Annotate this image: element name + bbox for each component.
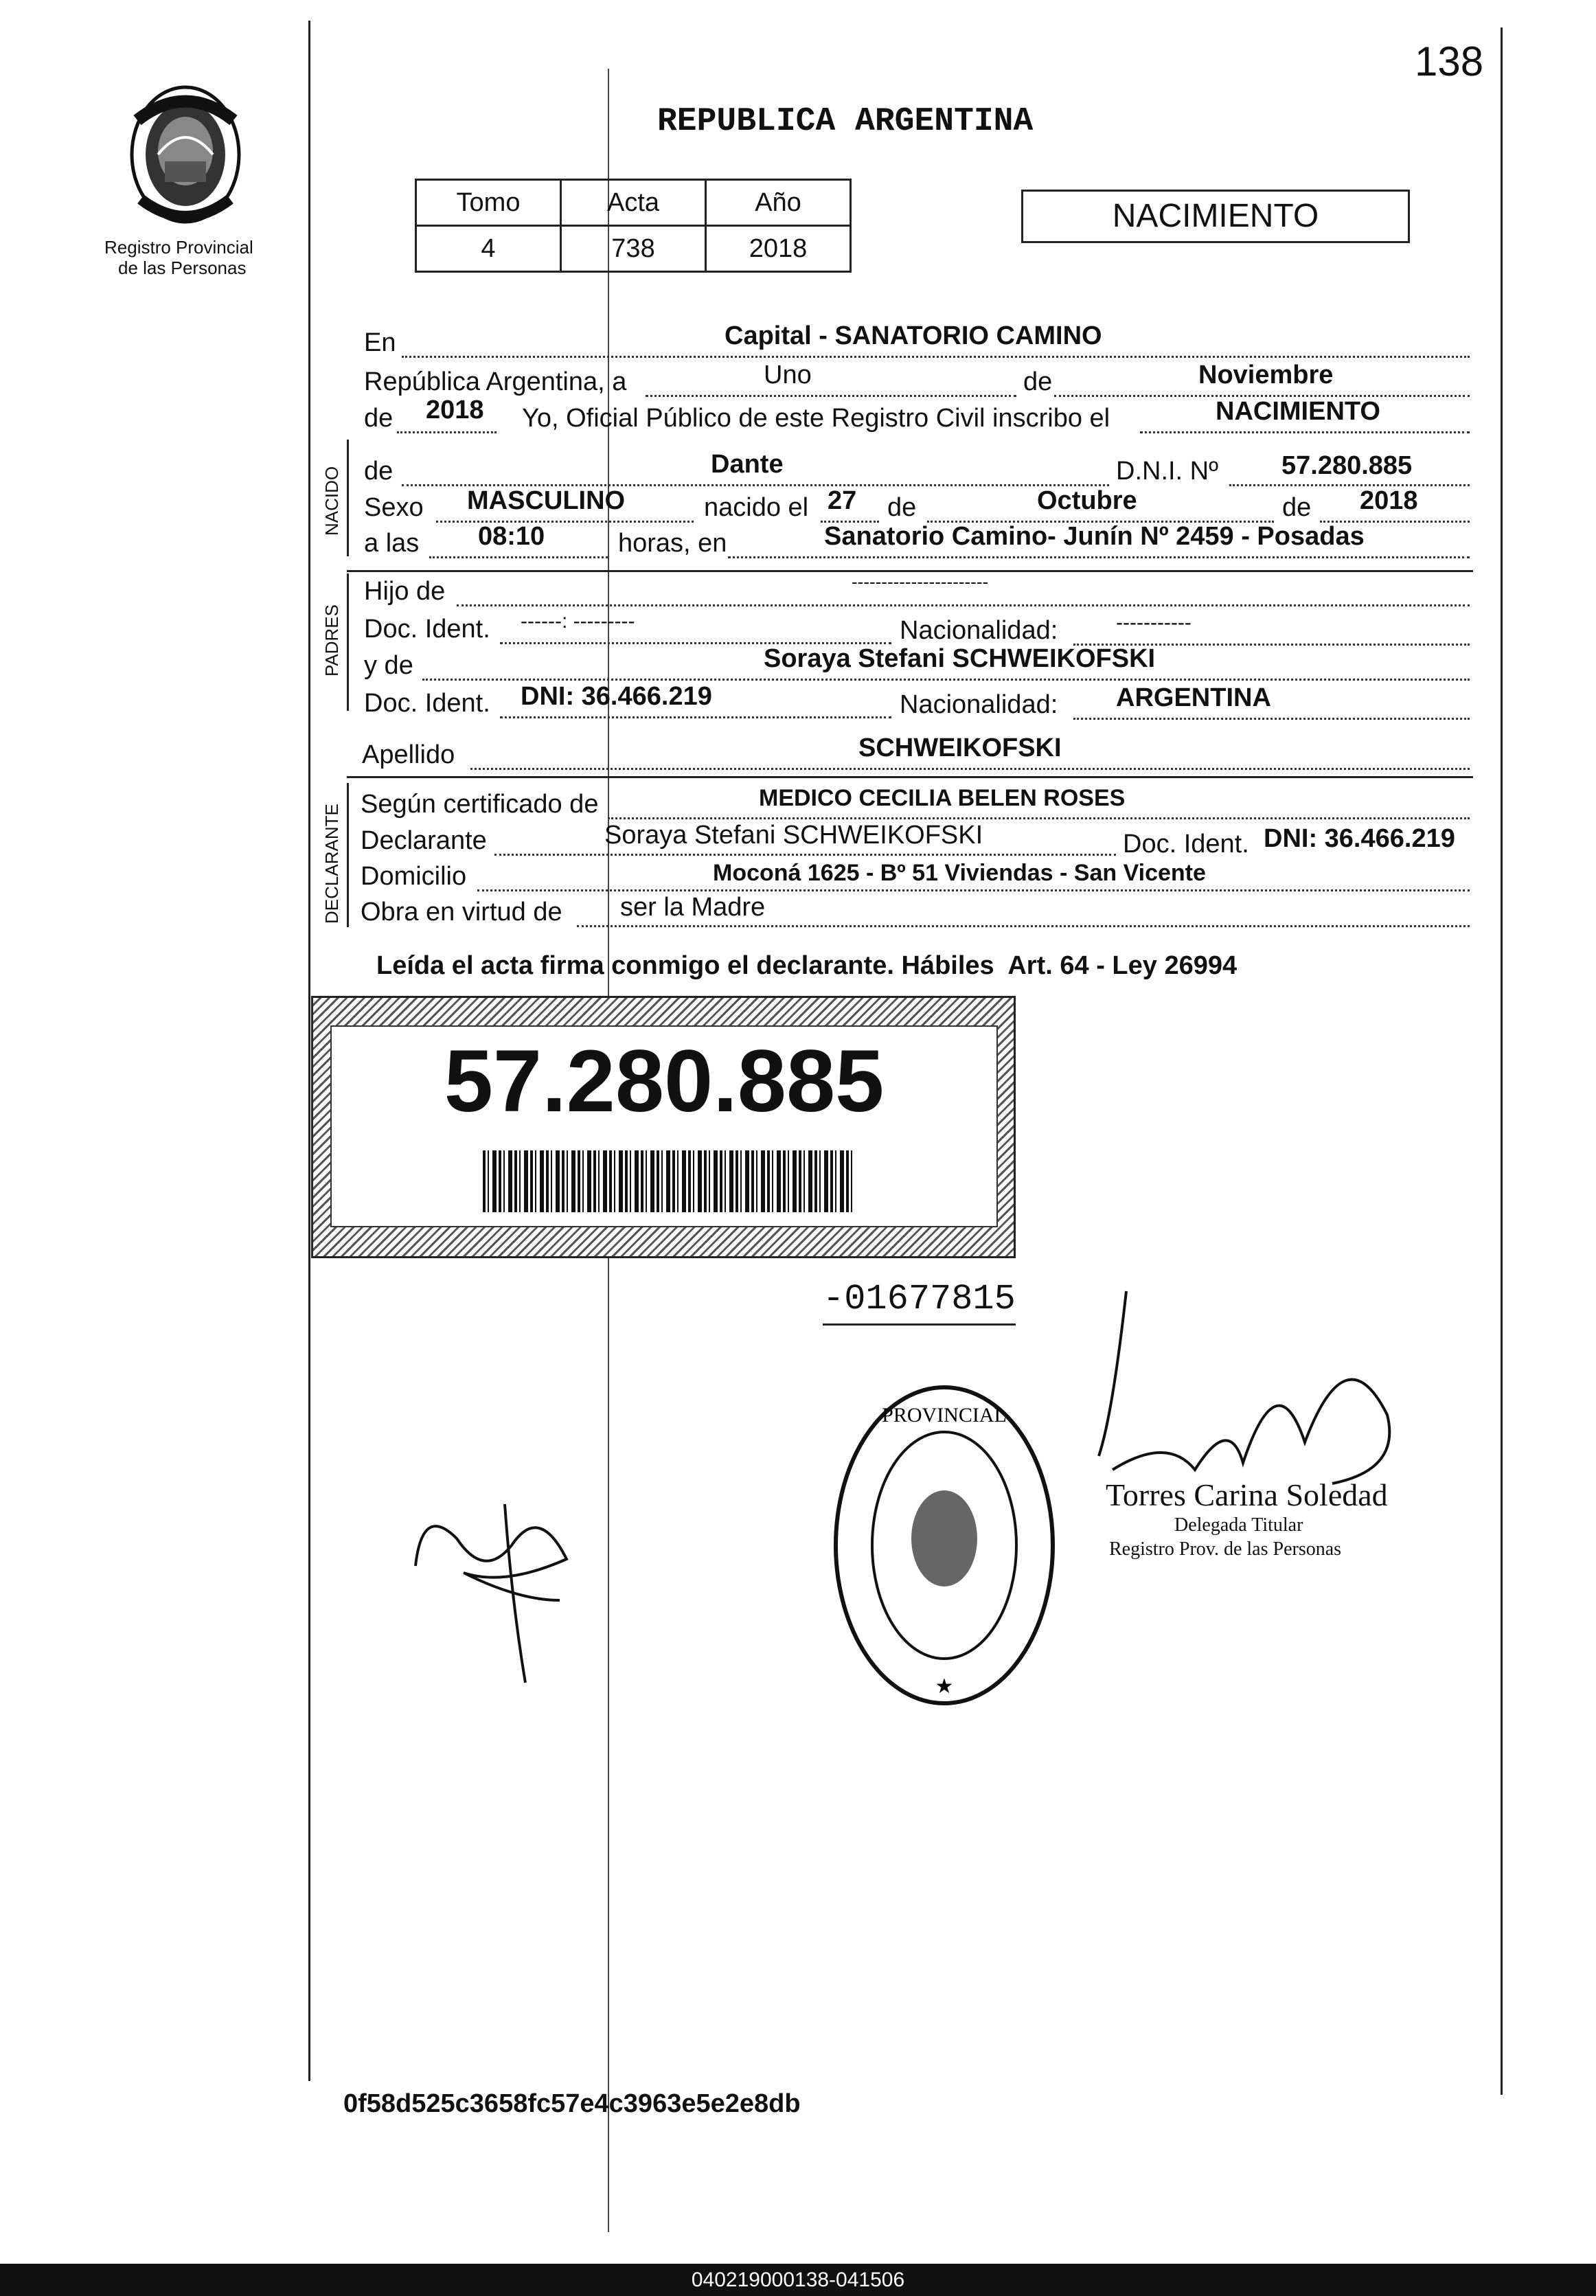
page-number: 138: [1415, 38, 1484, 84]
birth-day-value: 27: [828, 486, 857, 515]
footer-bar: [0, 2264, 1596, 2296]
act-type-label: NACIMIENTO: [1112, 198, 1319, 234]
birth-year-de-label: de: [1282, 493, 1312, 522]
anio-value: 2018: [706, 226, 851, 272]
apellido-label: Apellido: [362, 740, 455, 769]
domicilio-label: Domicilio: [361, 862, 467, 891]
sexo-value: MASCULINO: [467, 486, 626, 515]
official-seal: [831, 1380, 1058, 1710]
section-divider-2: [347, 776, 1473, 778]
sticker-number: 57.280.885: [444, 1032, 885, 1130]
left-margin-line: [308, 21, 310, 2081]
en-value: Capital - SANATORIO CAMINO: [725, 321, 1102, 350]
yde-label: y de: [364, 651, 413, 680]
anio-header: Año: [706, 180, 851, 226]
name-de-label: de: [364, 457, 394, 486]
day-line: [646, 395, 1016, 397]
footer-id: 040219000138-041506: [691, 2269, 905, 2291]
mother-line: [422, 679, 1470, 681]
official-name: Torres Carina Soledad: [1106, 1477, 1388, 1512]
padres-section-label: PADRES: [321, 604, 342, 677]
page-title: REPUBLICA ARGENTINA: [657, 103, 1034, 140]
cert-line: [608, 817, 1470, 819]
doc2-line: [500, 716, 891, 718]
logo-caption-line2: de las Personas: [118, 258, 247, 278]
doc1-label: Doc. Ident.: [364, 615, 490, 644]
obra-value: ser la Madre: [620, 893, 766, 922]
act-type-box: [1021, 190, 1410, 243]
month-value: Noviembre: [1198, 361, 1334, 389]
decl-doc-value: DNI: 36.466.219: [1264, 824, 1455, 853]
year-value: 2018: [426, 396, 484, 424]
officer-text: Yo, Oficial Público de este Registro Civil inscribo el: [522, 404, 1110, 433]
document-hash: 0f58d525c3658fc57e4c3963e5e2e8db: [343, 2089, 801, 2118]
official-title: Delegada Titular: [1174, 1514, 1303, 1536]
nacido-section-label: NACIDO: [321, 466, 342, 536]
declarant-signature: [402, 1463, 615, 1690]
declarante-value: Soraya Stefani SCHWEIKOFSKI: [604, 821, 983, 850]
svg-text:★: ★: [935, 1675, 954, 1698]
sticker-barcode: [483, 1150, 854, 1212]
nac1-label: Nacionalidad:: [900, 616, 1058, 645]
apellido-line: [470, 768, 1470, 770]
domicilio-line: [477, 889, 1470, 891]
dni-label: D.N.I. Nº: [1116, 457, 1218, 486]
acta-value: 738: [561, 226, 706, 272]
nacido-bracket: [347, 440, 349, 556]
tomo-value: 4: [416, 226, 561, 272]
declarante-label: Declarante: [361, 826, 487, 855]
right-margin-line: [1501, 27, 1503, 2095]
hijo-label: Hijo de: [364, 577, 446, 606]
doc2-value: DNI: 36.466.219: [521, 682, 712, 711]
horas-label: horas, en: [618, 529, 727, 558]
nac2-label: Nacionalidad:: [900, 690, 1058, 719]
padres-bracket: [347, 573, 349, 711]
birth-year-value: 2018: [1360, 486, 1418, 515]
logo-caption-line1: Registro Provincial: [104, 237, 253, 258]
obra-line: [577, 925, 1470, 927]
act-reference-table: [415, 179, 852, 273]
domicilio-value: Moconá 1625 - Bº 51 Viviendas - San Vicente: [713, 860, 1206, 886]
svg-text:PROVINCIAL: PROVINCIAL: [882, 1404, 1007, 1427]
province-logo: [117, 79, 254, 227]
republica-label: República Argentina, a: [364, 367, 627, 396]
place-line: [728, 556, 1470, 558]
obra-label: Obra en virtud de: [361, 898, 562, 927]
name-value: Dante: [711, 450, 784, 479]
nac1-value: -----------: [1116, 611, 1192, 634]
day-value: Uno: [764, 361, 812, 389]
sexo-label: Sexo: [364, 493, 424, 522]
birth-month-value: Octubre: [1037, 486, 1137, 515]
sticker-inner: [330, 1025, 998, 1227]
nac2-line: [1073, 718, 1470, 720]
father-line: [457, 604, 1470, 606]
official-org: Registro Prov. de las Personas: [1109, 1538, 1342, 1560]
dni-sticker: [311, 996, 1016, 1258]
coat-of-arms-icon: [117, 79, 254, 227]
declarante-line: [494, 854, 1116, 856]
doc2-label: Doc. Ident.: [364, 689, 490, 718]
tomo-header: Tomo: [416, 180, 561, 226]
time-value: 08:10: [478, 522, 545, 551]
seal-stamp-icon: [831, 1380, 1058, 1710]
nacido-el-label: nacido el: [704, 493, 809, 522]
month-de-label: de: [1023, 367, 1053, 396]
birth-month-de-label: de: [887, 493, 917, 522]
en-line: [402, 356, 1470, 358]
handwritten-signature-icon: [402, 1463, 615, 1690]
a-las-label: a las: [364, 529, 420, 558]
sexo-line: [436, 521, 694, 523]
closing-text: Leída el acta firma conmigo el declarante. Hábiles Art. 64 - Ley 26994: [376, 951, 1238, 980]
serial-stamp: -01677815: [823, 1279, 1016, 1326]
inscribe-line: [1140, 431, 1470, 433]
year-line: [397, 431, 497, 433]
cert-label: Según certificado de: [361, 790, 599, 819]
inscribe-value: NACIMIENTO: [1216, 397, 1380, 426]
declarante-section-label: DECLARANTE: [321, 804, 342, 924]
dni-line: [1229, 484, 1470, 486]
dni-value: 57.280.885: [1281, 451, 1413, 480]
en-label: En: [364, 328, 396, 357]
apellido-value: SCHWEIKOFSKI: [858, 734, 1062, 762]
mother-value: Soraya Stefani SCHWEIKOFSKI: [764, 644, 1156, 673]
place-value: Sanatorio Camino- Junín Nº 2459 - Posadas: [824, 522, 1365, 551]
decl-doc-label: Doc. Ident.: [1123, 830, 1249, 859]
acta-header: Acta: [561, 180, 706, 226]
declarante-bracket: [347, 783, 349, 927]
father-value: -----------------------: [852, 571, 989, 592]
doc1-value: ------: ---------: [521, 610, 635, 633]
time-line: [429, 556, 608, 558]
nac2-value: ARGENTINA: [1116, 683, 1271, 712]
cert-value: MEDICO CECILIA BELEN ROSES: [759, 785, 1126, 811]
year-de-label: de: [364, 404, 394, 433]
